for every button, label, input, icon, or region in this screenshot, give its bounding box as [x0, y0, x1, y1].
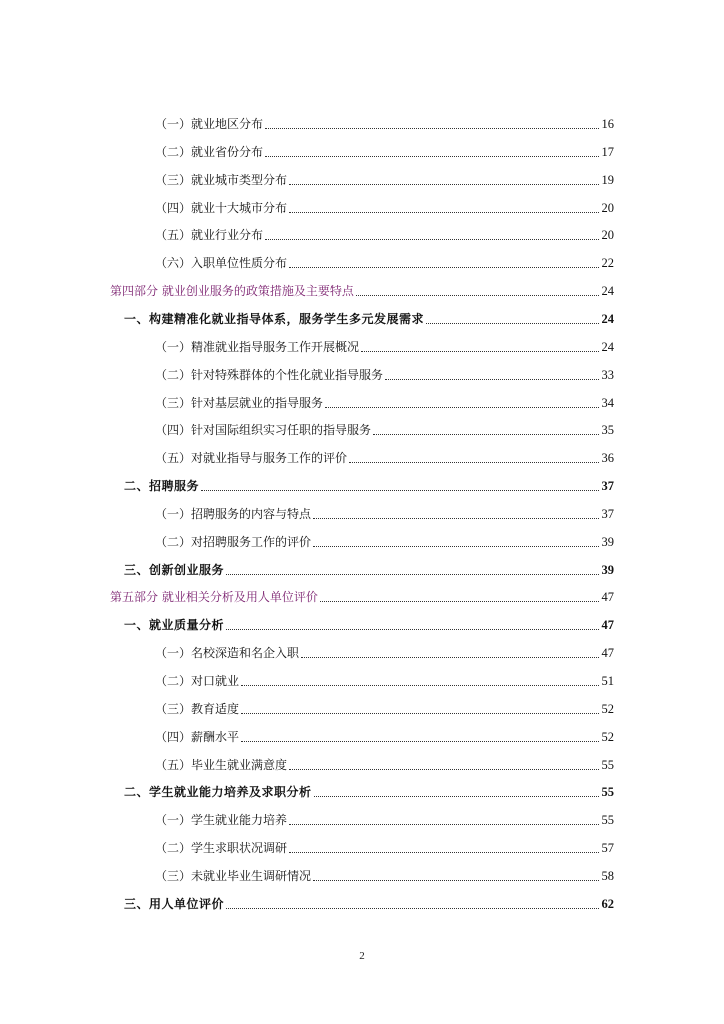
toc-entry[interactable] — [124, 613, 614, 633]
toc-entry-label: （五）毕业生就业满意度 — [155, 758, 288, 772]
dot-leader — [289, 769, 598, 770]
toc-entry-label: （三）教育适度 — [155, 702, 240, 716]
dot-leader — [226, 908, 598, 909]
toc-entry-page: 52 — [601, 702, 614, 716]
toc-entry-label: 一、构建精准化就业指导体系，服务学生多元发展需求 — [124, 312, 425, 326]
toc-entry-page: 37 — [601, 479, 614, 493]
toc-entry[interactable] — [155, 530, 614, 550]
toc-entry-label: （二）对口就业 — [155, 674, 240, 688]
dot-leader — [241, 741, 598, 742]
dot-leader — [265, 128, 598, 129]
toc-entry-label: （二）就业省份分布 — [155, 145, 264, 159]
toc-entry-label: （二）学生求职状况调研 — [155, 841, 288, 855]
dot-leader — [361, 351, 598, 352]
toc-entry[interactable] — [155, 836, 614, 856]
toc-entry[interactable] — [155, 363, 614, 383]
dot-leader — [289, 212, 598, 213]
dot-leader — [201, 490, 598, 491]
toc-entry-label: 三、创新创业服务 — [124, 563, 225, 577]
toc-entry-page: 35 — [601, 423, 614, 437]
toc-entry[interactable] — [124, 474, 614, 494]
toc-entry-page: 47 — [601, 646, 614, 660]
toc-entry[interactable] — [124, 307, 614, 327]
toc-entry[interactable] — [124, 780, 614, 800]
dot-leader — [385, 379, 598, 380]
toc-entry-page: 17 — [601, 145, 614, 159]
toc-entry-label: （五）对就业指导与服务工作的评价 — [155, 451, 348, 465]
dot-leader — [241, 685, 598, 686]
toc-entry-label: （六）入职单位性质分布 — [155, 256, 288, 270]
toc-entry-label: 第五部分 就业相关分析及用人单位评价 — [110, 590, 318, 604]
toc-entry-label: （一）精准就业指导服务工作开展概况 — [155, 340, 360, 354]
toc-entry-page: 39 — [601, 563, 614, 577]
toc-entry-label: （三）就业城市类型分布 — [155, 173, 288, 187]
dot-leader — [301, 657, 598, 658]
page-number: 2 — [359, 950, 365, 962]
toc-entry-page: 37 — [601, 507, 614, 521]
dot-leader — [373, 434, 598, 435]
toc-entry[interactable] — [155, 808, 614, 828]
dot-leader — [289, 852, 598, 853]
toc-entry-label: （一）就业地区分布 — [155, 117, 264, 131]
toc-entry-page: 52 — [601, 730, 614, 744]
toc-entry-label: 二、招聘服务 — [124, 479, 200, 493]
dot-leader — [356, 295, 599, 296]
dot-leader — [289, 824, 598, 825]
toc-entry-page: 33 — [601, 368, 614, 382]
toc-entry-page: 24 — [601, 312, 614, 326]
toc-entry[interactable] — [155, 697, 614, 717]
toc-entry-page: 16 — [601, 117, 614, 131]
toc-entry-page: 55 — [601, 813, 614, 827]
toc-entry-page: 24 — [601, 340, 614, 354]
toc-entry[interactable] — [155, 251, 614, 271]
toc-entry[interactable] — [155, 196, 614, 216]
toc-entry-label: （一）招聘服务的内容与特点 — [155, 507, 312, 521]
dot-leader — [289, 184, 598, 185]
dot-leader — [349, 462, 598, 463]
toc-entry[interactable] — [110, 279, 614, 299]
dot-leader — [313, 880, 598, 881]
toc-entry-page: 20 — [601, 201, 614, 215]
toc-entry-label: 三、用人单位评价 — [124, 897, 225, 911]
toc-entry[interactable] — [155, 502, 614, 522]
toc-entry-page: 47 — [601, 618, 614, 632]
toc-entry-label: （四）薪酬水平 — [155, 730, 240, 744]
toc-entry-page: 57 — [601, 841, 614, 855]
dot-leader — [313, 546, 598, 547]
toc-entry-page: 51 — [601, 674, 614, 688]
toc-entry-page: 58 — [601, 869, 614, 883]
toc-entry-page: 55 — [601, 758, 614, 772]
toc-entry[interactable] — [155, 641, 614, 661]
toc-entry[interactable] — [155, 335, 614, 355]
toc-entry-page: 47 — [601, 590, 614, 604]
toc-entry[interactable] — [155, 391, 614, 411]
toc-entry[interactable] — [124, 558, 614, 578]
dot-leader — [241, 713, 598, 714]
toc-entry-page: 22 — [601, 256, 614, 270]
toc-entry-label: （一）名校深造和名企入职 — [155, 646, 300, 660]
dot-leader — [320, 601, 599, 602]
toc-entry-page: 24 — [601, 284, 614, 298]
dot-leader — [289, 267, 598, 268]
toc-entry-page: 20 — [601, 228, 614, 242]
toc-entry-page: 55 — [601, 785, 614, 799]
toc-entry-label: 一、就业质量分析 — [124, 618, 225, 632]
toc-entry-page: 39 — [601, 535, 614, 549]
toc-entry-label: （四）就业十大城市分布 — [155, 201, 288, 215]
toc-entry-label: （四）针对国际组织实习任职的指导服务 — [155, 423, 372, 437]
toc-entry[interactable] — [155, 864, 614, 884]
toc-entry[interactable] — [155, 446, 614, 466]
dot-leader — [226, 574, 598, 575]
dot-leader — [426, 323, 598, 324]
toc-entry[interactable] — [124, 892, 614, 912]
toc-entry-label: 第四部分 就业创业服务的政策措施及主要特点 — [110, 284, 354, 298]
toc-entry-label: （一）学生就业能力培养 — [155, 813, 288, 827]
toc-entry-label: （五）就业行业分布 — [155, 228, 264, 242]
toc-entry[interactable] — [155, 753, 614, 773]
toc-entry[interactable] — [155, 223, 614, 243]
dot-leader — [325, 407, 598, 408]
toc-entry-page: 36 — [601, 451, 614, 465]
dot-leader — [314, 796, 599, 797]
toc-entry[interactable] — [155, 140, 614, 160]
toc-entry-page: 19 — [601, 173, 614, 187]
dot-leader — [226, 629, 598, 630]
dot-leader — [265, 239, 598, 240]
toc-entry-label: （二）对招聘服务工作的评价 — [155, 535, 312, 549]
toc-entry[interactable] — [155, 112, 614, 132]
toc-entry[interactable] — [110, 585, 614, 605]
dot-leader — [265, 156, 598, 157]
toc-entry[interactable] — [155, 418, 614, 438]
toc-entry-label: （三）未就业毕业生调研情况 — [155, 869, 312, 883]
toc-entry-page: 62 — [601, 897, 614, 911]
dot-leader — [313, 518, 598, 519]
toc-entry-label: 二、学生就业能力培养及求职分析 — [124, 785, 312, 799]
toc-entry-page: 34 — [601, 396, 614, 410]
toc-entry-label: （三）针对基层就业的指导服务 — [155, 396, 324, 410]
toc-entry[interactable] — [155, 669, 614, 689]
toc-entry[interactable] — [155, 168, 614, 188]
toc-entry-label: （二）针对特殊群体的个性化就业指导服务 — [155, 368, 384, 382]
toc-entry[interactable] — [155, 725, 614, 745]
